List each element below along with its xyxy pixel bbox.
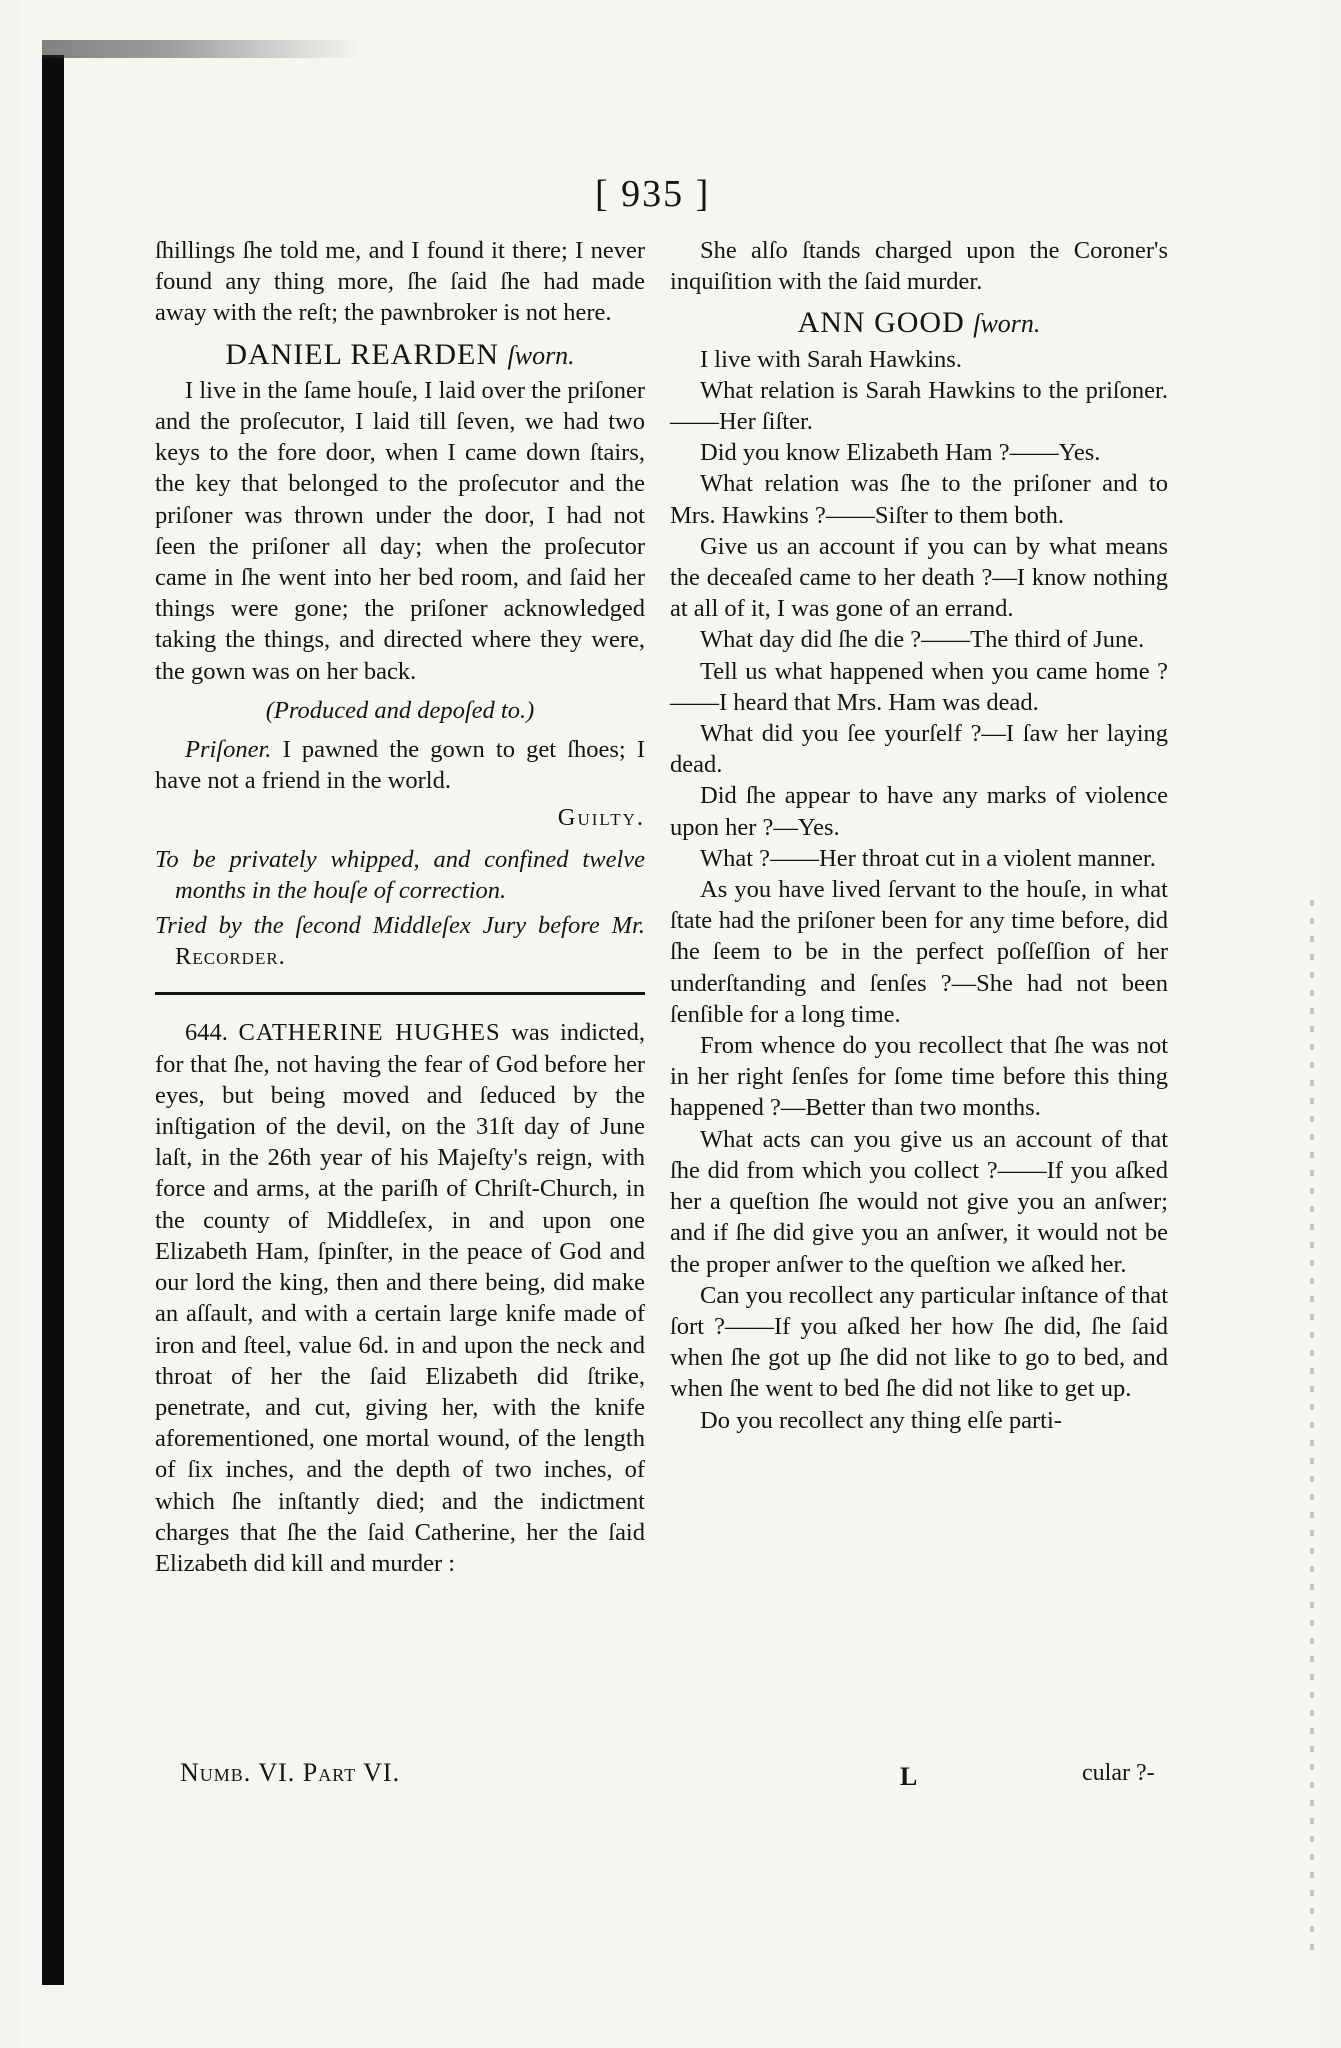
question-answer-list xyxy=(670,344,1168,1436)
right-column xyxy=(670,235,1168,1436)
qa-paragraph: What relation is Sarah Hawkins to the priſoner.——Her ſiſter. xyxy=(670,376,1168,436)
opening-paragraph: ſhillings ſhe told me, and I found it there; I never found any thing more, ſhe ſaid ſhe had made away with the reſt; the pawnbroker is not here. xyxy=(155,237,645,327)
case-number: 644. xyxy=(185,1019,228,1047)
qa-paragraph: Tell us what happened when you came home ?——I heard that Mrs. Ham was dead. xyxy=(670,657,1168,716)
qa-paragraph: What acts can you give us an account of that ſhe did from which you collect ?——If you aſked her a queſtion ſhe would not give you an anſwer; and if ſhe did give you an anſwer, it would not be the proper anſwer to the queſtion we aſked her. xyxy=(670,1125,1168,1278)
qa-paragraph: Do you recollect any thing elſe parti- xyxy=(700,1406,1062,1434)
tried-by xyxy=(155,910,645,972)
indictment-text: was indicted, for that ſhe, not having the fear of God before her eyes, but being moved and ſeduced by the inſtigation of the devil, on the 31ſt day of June laſt, in the 26th year of his Majeſty's reign, with force and arms, at the pariſh of Chriſt-Church, in the county of Middleſex, in and upon one Elizabeth Ham, ſpinſter, in the peace of God and our lord the king, then and there being, did make an aſſault, and with a certain large knife made of iron and ſteel, value 6d. in and upon the neck and throat of her the ſaid Elizabeth did ſtrike, penetrate, and cut, giving her, with the knife aforementioned, one mortal wound, of the length of ſix inches, and the depth of two inches, of which ſhe inſtantly died; and the indictment charges that ſhe the ſaid Catherine, her the ſaid Elizabeth did kill and murder : xyxy=(155,1019,645,1577)
witness-heading-rearden xyxy=(155,339,645,371)
tried-text: Tried by the ſecond Middleſex Jury before Mr. xyxy=(155,912,645,940)
coroner-charge: She alſo ſtands charged upon the Coroner's inquiſition with the ſaid murder. xyxy=(670,237,1168,296)
qa-paragraph: Did ſhe appear to have any marks of violence upon her ?—Yes. xyxy=(670,782,1168,841)
qa-paragraph: What relation was ſhe to the priſoner and to Mrs. Hawkins ?——Siſter to them both. xyxy=(670,470,1168,529)
prisoner-label: Priſoner. xyxy=(185,736,272,764)
prisoner-statement xyxy=(155,734,645,796)
qa-paragraph: What ?——Her throat cut in a violent manner. xyxy=(700,844,1156,872)
verdict: Guilty. xyxy=(557,804,645,832)
qa-paragraph: Give us an account if you can by what means the deceaſed came to her death ?—I know nothing at all of it, I was gone of an errand. xyxy=(670,532,1168,623)
witness-name: DANIEL REARDEN xyxy=(225,337,499,371)
binding-shadow xyxy=(42,55,64,1985)
indictment-paragraph xyxy=(155,1017,645,1579)
qa-paragraph: Can you recollect any particular inſtance of that ſort ?——If you aſked her how ſhe did, ſhe ſaid when ſhe got up ſhe did not like to go to bed, and when ſhe went to bed ſhe did not like to get up. xyxy=(670,1281,1168,1403)
qa-paragraph: Did you know Elizabeth Ham ?——Yes. xyxy=(700,439,1101,467)
prisoner-text: I pawned the gown to get ſhoes; I have not a friend in the world. xyxy=(155,736,645,795)
signature-line: Numb. VI. Part VI. xyxy=(180,1758,401,1787)
qa-paragraph: What day did ſhe die ?——The third of June. xyxy=(700,626,1145,654)
qa-paragraph: From whence do you recollect that ſhe was not in her right ſenſes for ſome time before this thing happened ?—Better than two months. xyxy=(670,1032,1168,1122)
qa-paragraph: What did you ſee yourſelf ?—I ſaw her laying dead. xyxy=(670,720,1168,779)
qa-paragraph: As you have lived ſervant to the houſe, in what ſtate had the priſoner been for any time before, did ſhe ſeem to be in the perfect poſſeſſion of her underſtanding and ſenſes ?—She had not been ſenſible for a long time. xyxy=(670,876,1168,1028)
recorder: Recorder. xyxy=(175,943,286,971)
sentence: To be privately whipped, and confined twelve months in the houſe of correction. xyxy=(155,845,645,904)
witness-sworn: ſworn. xyxy=(973,309,1041,339)
defendant-name: CATHERINE HUGHES xyxy=(238,1019,501,1047)
witness-sworn: ſworn. xyxy=(507,340,575,370)
left-column xyxy=(155,235,645,1579)
produced-note: (Produced and depoſed to.) xyxy=(265,696,535,724)
page-edge-marks xyxy=(1310,900,1314,1950)
rearden-testimony: I live in the ſame houſe, I laid over the priſoner and the proſecutor, I laid till ſeven, we had two keys to the fore door, when I came down ſtairs, the key that belonged to the proſecutor and the priſoner was thrown under the door, I had not ſeen the priſoner all day; when the proſecutor came in ſhe went into her bed room, and ſaid her things were gone; the priſoner acknowledged taking the things, and directed where they were, the gown was on her back. xyxy=(155,376,645,685)
page xyxy=(20,0,1320,2048)
catchword: cular ?- xyxy=(1082,1760,1155,1786)
page-number: [ 935 ] xyxy=(595,173,711,215)
qa-paragraph: I live with Sarah Hawkins. xyxy=(700,345,962,373)
sheet-signature-mark: L xyxy=(900,1762,918,1791)
section-divider xyxy=(155,992,645,995)
witness-heading-good xyxy=(670,307,1168,339)
binding-top-stain xyxy=(42,40,362,58)
witness-name: ANN GOOD xyxy=(797,306,965,340)
